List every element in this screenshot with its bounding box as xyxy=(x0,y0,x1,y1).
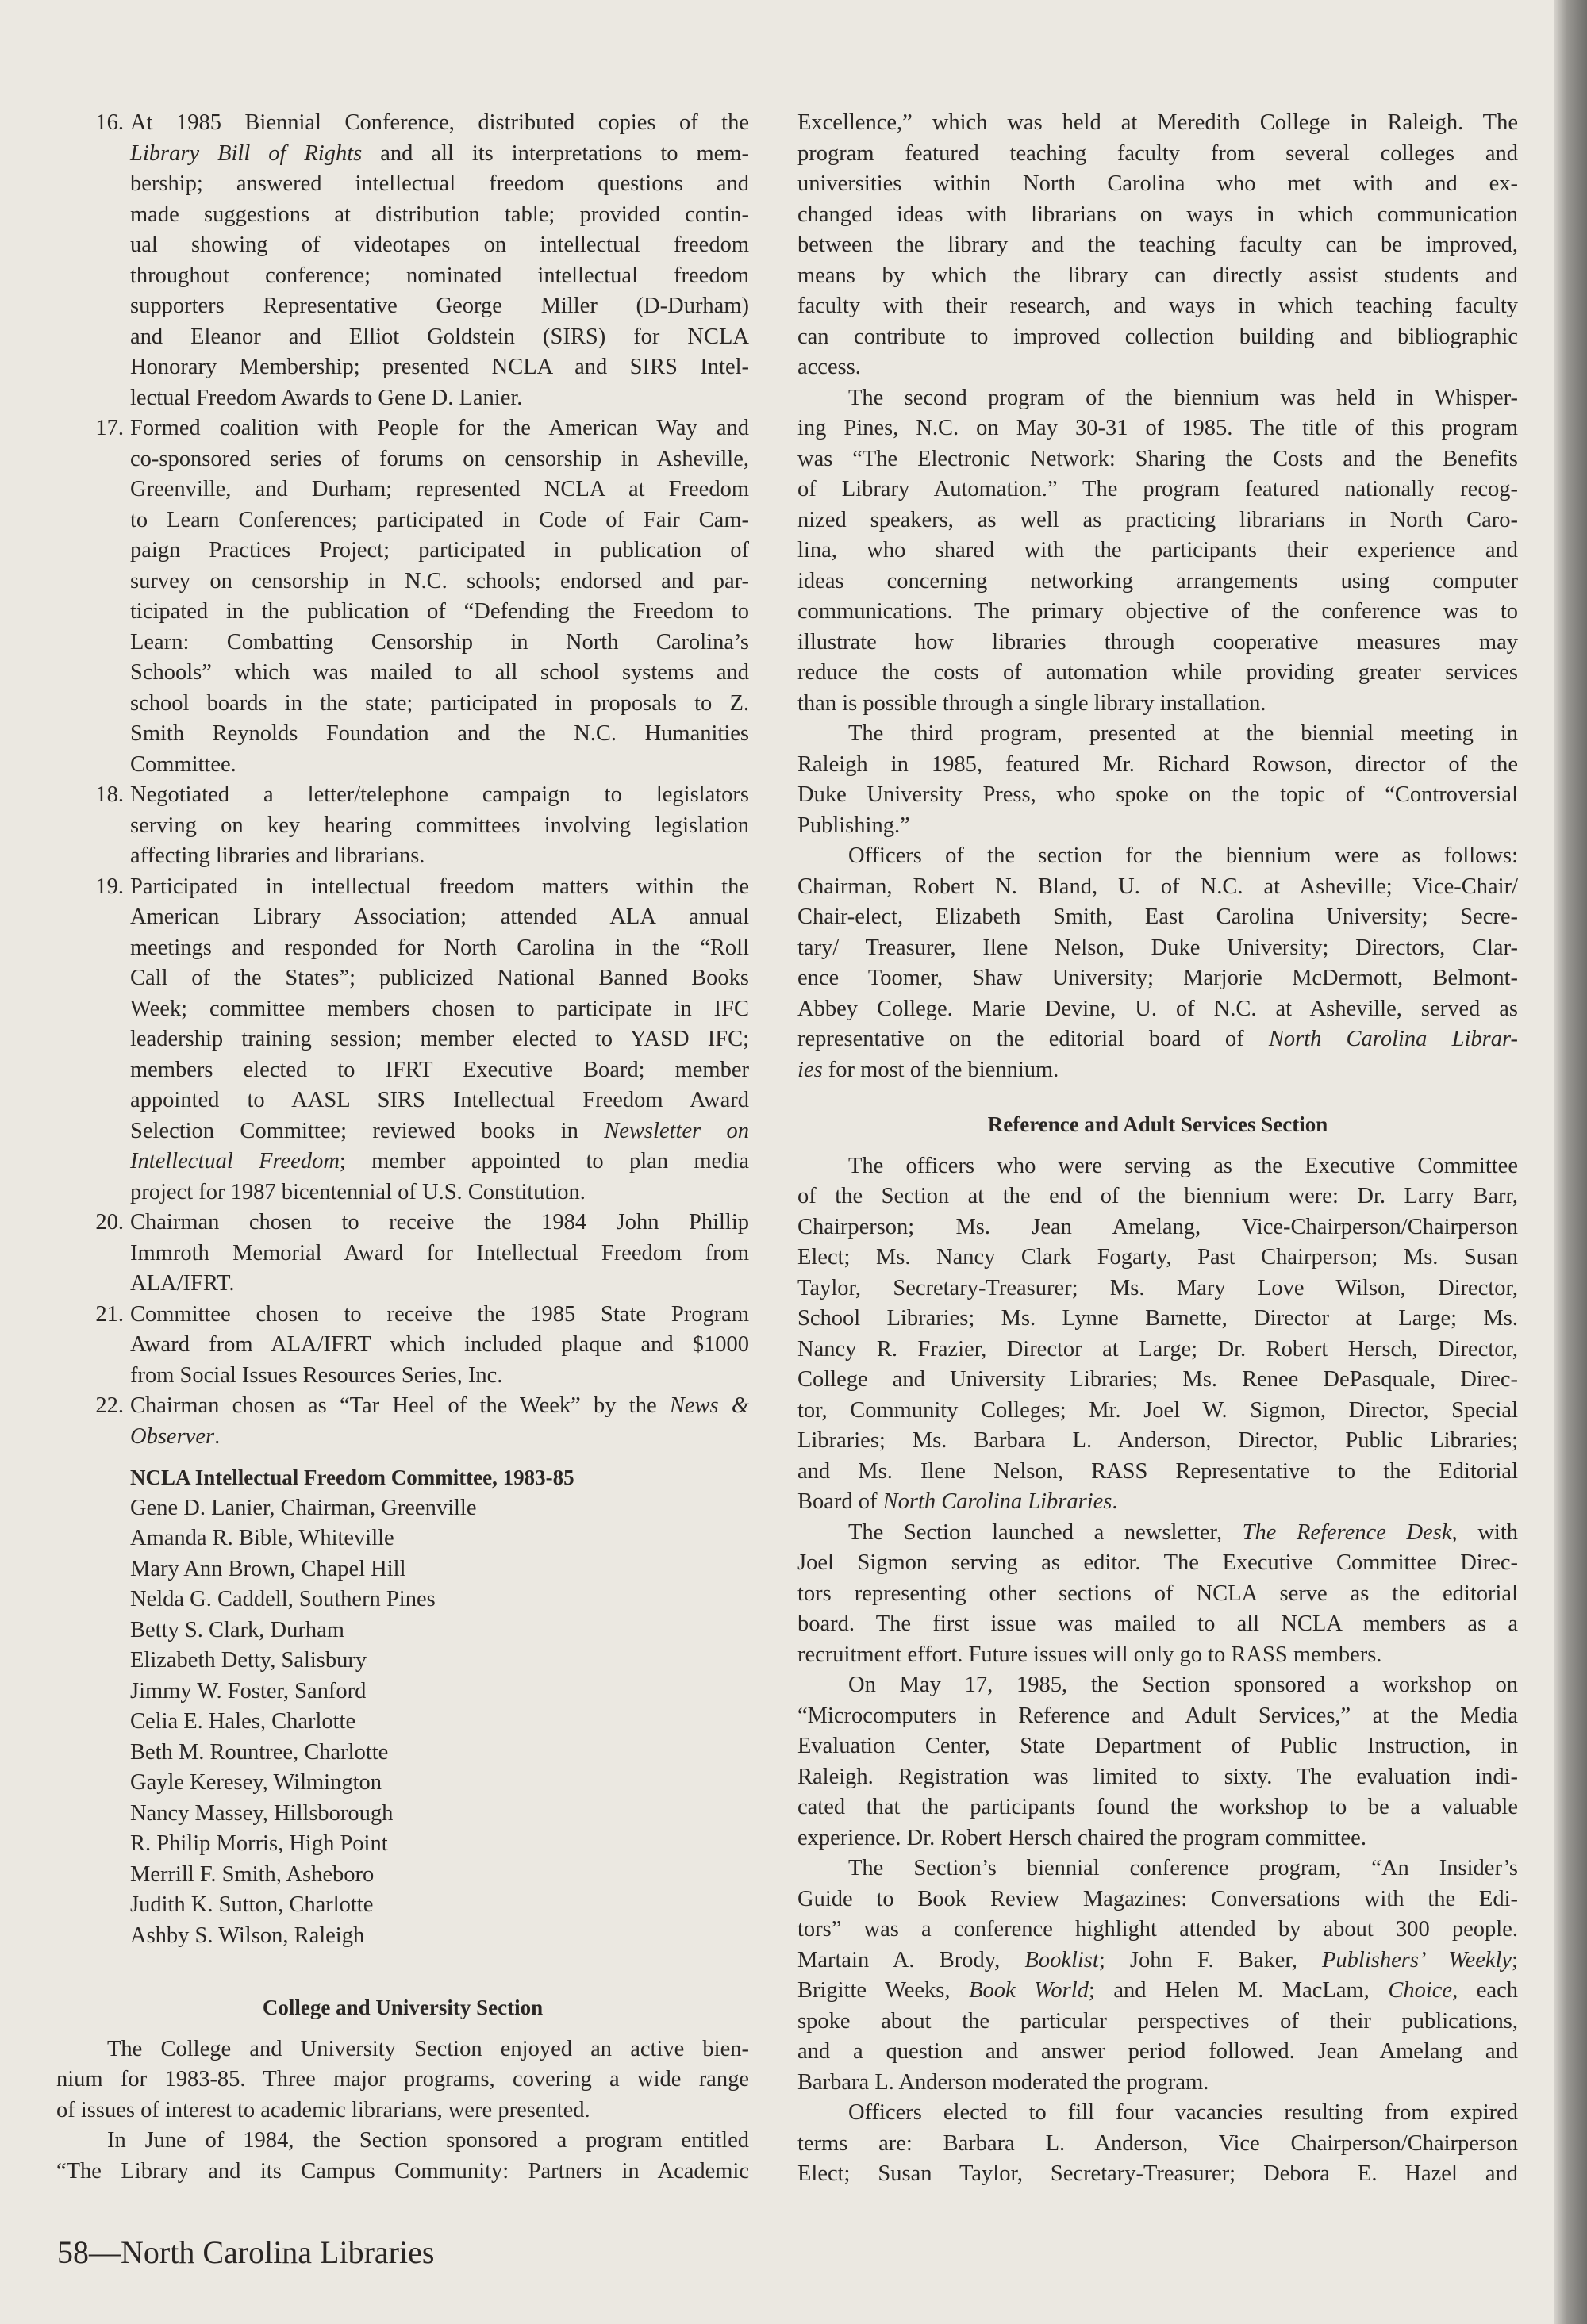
text-span: . xyxy=(214,1423,221,1449)
text-span: Selection Committee; reviewed books in xyxy=(130,1118,605,1143)
text-line: ence Toomer, Shaw University; Marjorie McDermott, Belmont- xyxy=(797,966,1518,990)
text-line: ALA/IFRT. xyxy=(130,1271,235,1296)
text-line: than is possible through a single library installation. xyxy=(797,690,1266,716)
text-line: Smith Reynolds Foundation and the N.C. Humanities xyxy=(130,721,749,746)
committee-member: Gayle Keresey, Wilmington xyxy=(130,1770,382,1795)
text-line: was “The Electronic Network: Sharing the Costs and the Benefits xyxy=(797,446,1518,471)
text-line: Guide to Book Review Magazines: Conversations with the Edi- xyxy=(797,1886,1518,1911)
text-line: At 1985 Biennial Conference, distributed copies of the xyxy=(130,110,749,135)
text-line xyxy=(130,139,749,170)
text-line: Immroth Memorial Award for Intellectual Freedom from xyxy=(130,1240,749,1266)
committee-member: Mary Ann Brown, Chapel Hill xyxy=(130,1556,406,1581)
paragraph xyxy=(797,1853,1518,2098)
text-line: On May 17, 1985, the Section sponsored a workshop on xyxy=(848,1673,1518,1697)
text-line xyxy=(130,1391,749,1422)
text-line: Schools” which was mailed to all school systems and xyxy=(130,660,749,685)
text-line: tors” was a conference highlight attended by about 300 people. xyxy=(797,1917,1518,1942)
text-line: The third program, presented at the biennial meeting in xyxy=(848,721,1518,746)
text-line: supporters Representative George Miller (D-Durham) xyxy=(130,294,749,318)
text-span: ; John F. Baker, xyxy=(1098,1947,1322,1973)
italic-title: North Carolina Librar- xyxy=(1268,1027,1518,1051)
paragraph xyxy=(797,383,1518,720)
college-section-heading: College and University Section xyxy=(262,1996,544,2019)
italic-title: The Reference Desk xyxy=(1242,1519,1452,1545)
text-line: faculty with their research, and ways in which teaching faculty xyxy=(797,294,1518,318)
text-line: tors representing other sections of NCLA serve as the editorial xyxy=(797,1581,1518,1606)
text-line: between the library and the teaching faculty can be improved, xyxy=(797,232,1518,257)
text-line: cated that the participants found the workshop to be a valuable xyxy=(797,1795,1518,1819)
text-line xyxy=(797,1518,1518,1549)
committee-member: Beth M. Rountree, Charlotte xyxy=(130,1739,389,1765)
italic-title: Intellectual Freedom xyxy=(130,1149,340,1174)
text-line: Nancy R. Frazier, Director at Large; Dr. Robert Hersch, Director, xyxy=(797,1336,1518,1362)
text-line: Officers of the section for the biennium were as follows: xyxy=(848,843,1518,868)
italic-title: Newsletter on xyxy=(604,1118,750,1143)
text-line: co-sponsored series of forums on censorship in Asheville, xyxy=(130,446,749,471)
text-line: program featured teaching faculty from several colleges and xyxy=(797,140,1518,166)
text-line: Honorary Membership; presented NCLA and SIRS Intel- xyxy=(130,355,749,379)
italic-title: Book World xyxy=(969,1978,1089,2003)
text-line: Raleigh. Registration was limited to sixty. The evaluation indi- xyxy=(797,1764,1518,1789)
text-line xyxy=(797,1055,1518,1086)
committee-member: R. Philip Morris, High Point xyxy=(130,1831,388,1856)
paragraph xyxy=(797,108,1518,383)
text-line xyxy=(797,1487,1518,1518)
text-span: ; member appointed to plan media xyxy=(339,1149,749,1174)
numbered-list-item xyxy=(56,108,749,413)
text-line xyxy=(130,1147,749,1177)
committee-member: Judith K. Sutton, Charlotte xyxy=(130,1892,374,1917)
text-line: American Library Association; attended ALA annual xyxy=(130,905,749,929)
committee-member: Merrill F. Smith, Asheboro xyxy=(130,1861,375,1887)
item-number: 20. xyxy=(95,1210,124,1235)
text-line: Evaluation Center, State Department of Public Instruction, in xyxy=(797,1734,1518,1758)
italic-title: North Carolina Libraries xyxy=(882,1489,1112,1514)
text-span: . xyxy=(1112,1489,1118,1514)
numbered-list-item xyxy=(56,1208,749,1300)
text-span: The Section launched a newsletter, xyxy=(848,1519,1243,1545)
text-line: of the Section at the end of the biennium were: Dr. Larry Barr, xyxy=(797,1184,1518,1208)
text-line: tor, Community Colleges; Mr. Joel W. Sigmon, Director, Special xyxy=(797,1397,1518,1423)
text-line: College and University Libraries; Ms. Renee DePasquale, Direc- xyxy=(797,1367,1518,1392)
text-line: Committee. xyxy=(130,751,236,777)
paragraph xyxy=(797,719,1518,841)
numbered-list-item xyxy=(56,413,749,780)
text-line: Call of the States”; publicized National Banned Books xyxy=(130,966,749,990)
page-footer-folio: 58—North Carolina Libraries xyxy=(57,2234,435,2270)
text-line: tary/ Treasurer, Ilene Nelson, Duke University; Directors, Clar- xyxy=(797,935,1518,960)
text-line: Raleigh in 1985, featured Mr. Richard Rowson, director of the xyxy=(797,751,1518,777)
text-line: of Library Automation.” The program featured nationally recog- xyxy=(797,477,1518,501)
text-line: appointed to AASL SIRS Intellectual Freedom Award xyxy=(130,1088,749,1112)
text-line: made suggestions at distribution table; provided contin- xyxy=(130,202,749,227)
text-line: board. The first issue was mailed to all NCLA members as a xyxy=(797,1611,1518,1636)
text-line: School Libraries; Ms. Lynne Barnette, Director at Large; Ms. xyxy=(797,1306,1518,1331)
italic-title: ies xyxy=(797,1057,823,1082)
text-span: ; xyxy=(1512,1947,1518,1973)
item-number: 17. xyxy=(95,416,124,440)
text-line: Taylor, Secretary-Treasurer; Ms. Mary Love Wilson, Director, xyxy=(797,1275,1518,1300)
committee-member: Nelda G. Caddell, Southern Pines xyxy=(130,1587,436,1611)
text-line: Libraries; Ms. Barbara L. Anderson, Director, Public Libraries; xyxy=(797,1428,1518,1453)
text-line: and a question and answer period followed. Jean Amelang and xyxy=(797,2039,1518,2064)
text-line: leadership training session; member elected to YASD IFC; xyxy=(130,1027,749,1051)
numbered-list-item xyxy=(56,1391,749,1452)
committee-block xyxy=(130,1462,749,1951)
text-span: Board of xyxy=(797,1489,883,1514)
text-line: Participated in intellectual freedom matters within the xyxy=(130,874,749,899)
text-line: The second program of the biennium was held in Whisper- xyxy=(848,385,1518,410)
text-line: changed ideas with librarians on ways in which communication xyxy=(797,202,1518,227)
text-line: Excellence,” which was held at Meredith College in Raleigh. The xyxy=(797,110,1518,135)
item-number: 19. xyxy=(95,874,124,899)
text-line: bership; answered intellectual freedom questions and xyxy=(130,171,749,196)
text-line: nized speakers, as well as practicing librarians in North Caro- xyxy=(797,507,1518,532)
text-line: “Microcomputers in Reference and Adult Services,” at the Media xyxy=(797,1703,1518,1728)
text-line: nium for 1983-85. Three major programs, covering a wide range xyxy=(56,2067,749,2092)
text-span: for most of the biennium. xyxy=(822,1057,1059,1082)
text-line: The College and University Section enjoyed an active bien- xyxy=(107,2036,749,2061)
text-line xyxy=(797,1024,1518,1055)
text-line: universities within North Carolina who met with and ex- xyxy=(797,171,1518,196)
committee-member: Amanda R. Bible, Whiteville xyxy=(130,1526,394,1550)
text-line: paign Practices Project; participated in publication of xyxy=(130,538,749,563)
numbered-list-item xyxy=(56,780,749,872)
text-line: reduce the costs of automation while providing greater services xyxy=(797,660,1518,685)
text-line: Chairman chosen to receive the 1984 John Phillip xyxy=(130,1210,749,1235)
text-line: ideas concerning networking arrangements using computer xyxy=(797,568,1518,593)
text-line: survey on censorship in N.C. schools; endorsed and par- xyxy=(130,568,749,593)
text-span: ; and Helen M. MacLam, xyxy=(1088,1978,1389,2003)
paragraph xyxy=(797,1518,1518,1671)
numbered-list-item xyxy=(56,872,749,1208)
italic-title: Library Bill of Rights xyxy=(130,140,363,166)
text-line: can contribute to improved collection building and bibliographic xyxy=(797,324,1518,349)
text-line: terms are: Barbara L. Anderson, Vice Chairperson/Chairperson xyxy=(797,2130,1518,2156)
text-line: and Ms. Ilene Nelson, RASS Representative to the Editorial xyxy=(797,1458,1518,1484)
text-line: and Eleanor and Elliot Goldstein (SIRS) for NCLA xyxy=(130,324,749,349)
text-span: , each xyxy=(1452,1978,1518,2003)
paragraph xyxy=(797,1670,1518,1853)
text-line: Publishing.” xyxy=(797,812,910,838)
text-line: affecting libraries and librarians. xyxy=(130,843,425,868)
italic-title: News & xyxy=(669,1393,749,1418)
committee-member: Jimmy W. Foster, Sanford xyxy=(130,1678,367,1704)
text-line: Abbey College. Marie Devine, U. of N.C. at Asheville, served as xyxy=(797,996,1518,1021)
text-line: Week; committee members chosen to participate in IFC xyxy=(130,996,749,1021)
text-line xyxy=(130,1422,749,1453)
committee-heading: NCLA Intellectual Freedom Committee, 1983-85 xyxy=(130,1465,574,1489)
college-section xyxy=(56,1992,749,2187)
committee-member: Ashby S. Wilson, Raleigh xyxy=(130,1923,365,1948)
text-line: ual showing of videotapes on intellectual freedom xyxy=(130,232,749,257)
text-line: Officers elected to fill four vacancies resulting from expired xyxy=(848,2100,1518,2125)
text-line xyxy=(797,1976,1518,2007)
item-number: 16. xyxy=(95,110,124,135)
text-line: Committee chosen to receive the 1985 State Program xyxy=(130,1301,749,1327)
text-line: Negotiated a letter/telephone campaign to legislators xyxy=(130,782,749,807)
text-line: lina, who shared with the participants their experience and xyxy=(797,538,1518,563)
text-line: communications. The primary objective of the conference was to xyxy=(797,599,1518,624)
committee-member: Betty S. Clark, Durham xyxy=(130,1617,344,1642)
left-column-numbered-list xyxy=(56,108,749,1452)
text-line: “The Library and its Campus Community: Partners in Academic xyxy=(56,2158,749,2184)
text-line: project for 1987 bicentennial of U.S. Constitution. xyxy=(130,1179,586,1204)
text-line: lectual Freedom Awards to Gene D. Lanier. xyxy=(130,385,523,410)
text-line: ing Pines, N.C. on May 30-31 of 1985. The title of this program xyxy=(797,416,1518,440)
item-number: 22. xyxy=(95,1393,124,1418)
text-line: Award from ALA/IFRT which included plaque and $1000 xyxy=(130,1332,749,1357)
text-line: Chairman, Robert N. Bland, U. of N.C. at Asheville; Vice-Chair/ xyxy=(797,874,1518,899)
text-span: Chairman chosen as “Tar Heel of the Week” by the xyxy=(130,1393,670,1418)
text-line: experience. Dr. Robert Hersch chaired the program committee. xyxy=(797,1825,1366,1850)
reference-section-heading: Reference and Adult Services Section xyxy=(987,1112,1328,1136)
text-line: of issues of interest to academic librarians, were presented. xyxy=(56,2097,590,2122)
committee-member: Celia E. Hales, Charlotte xyxy=(130,1709,356,1734)
text-line: to Learn Conferences; participated in Code of Fair Cam- xyxy=(130,507,749,532)
text-line: access. xyxy=(797,355,861,379)
text-line xyxy=(797,1946,1518,1976)
text-line: Chairperson; Ms. Jean Amelang, Vice-Chairperson/Chairperson xyxy=(797,1214,1518,1239)
text-line: Duke University Press, who spoke on the topic of “Controversial xyxy=(797,782,1518,807)
numbered-list-item xyxy=(56,1300,749,1392)
text-line: Elect; Susan Taylor, Secretary-Treasurer; Debora E. Hazel and xyxy=(797,2161,1518,2186)
text-line: The Section’s biennial conference program, “An Insider’s xyxy=(848,1856,1518,1880)
paragraph xyxy=(797,2098,1518,2190)
text-line: means by which the library can directly assist students and xyxy=(797,263,1518,288)
text-line: members elected to IFRT Executive Board; member xyxy=(130,1057,749,1082)
text-line: throughout conference; nominated intellectual freedom xyxy=(130,263,749,288)
item-number: 21. xyxy=(95,1301,124,1327)
text-span: Brigitte Weeks, xyxy=(797,1978,970,2003)
text-line: Joel Sigmon serving as editor. The Executive Committee Direc- xyxy=(797,1550,1518,1575)
text-line: Elect; Ms. Nancy Clark Fogarty, Past Chairperson; Ms. Susan xyxy=(797,1245,1518,1270)
text-line: The officers who were serving as the Executive Committee xyxy=(848,1153,1518,1178)
text-line: ticipated in the publication of “Defending the Freedom to xyxy=(130,599,749,624)
page-edge-shadow xyxy=(1554,0,1587,2324)
paragraph xyxy=(797,1151,1518,1518)
text-span: and all its interpretations to mem- xyxy=(362,140,749,166)
text-line: In June of 1984, the Section sponsored a program entitled xyxy=(107,2128,749,2153)
text-line: school boards in the state; participated in proposals to Z. xyxy=(130,690,749,716)
text-line: Greenville, and Durham; represented NCLA at Freedom xyxy=(130,477,749,501)
text-span: representative on the editorial board of xyxy=(797,1027,1269,1051)
italic-title: Observer xyxy=(130,1423,215,1449)
text-span: Martain A. Brody, xyxy=(797,1947,1025,1973)
text-line xyxy=(130,1116,749,1147)
committee-member: Elizabeth Detty, Salisbury xyxy=(130,1648,367,1673)
text-line: illustrate how libraries through cooperative measures may xyxy=(797,629,1518,655)
text-line: Learn: Combatting Censorship in North Carolina’s xyxy=(130,629,749,655)
text-line: Barbara L. Anderson moderated the program. xyxy=(797,2069,1209,2095)
paragraph xyxy=(56,2034,749,2126)
text-line: spoke about the particular perspectives of their publications, xyxy=(797,2008,1518,2034)
reference-section xyxy=(797,1109,1518,2190)
paragraph xyxy=(56,2126,749,2187)
committee-member: Gene D. Lanier, Chairman, Greenville xyxy=(130,1495,477,1520)
text-line: serving on key hearing committees involving legislation xyxy=(130,812,749,838)
text-line: from Social Issues Resources Series, Inc. xyxy=(130,1362,503,1388)
italic-title: Choice xyxy=(1388,1978,1453,2003)
text-line: Chair-elect, Elizabeth Smith, East Carolina University; Secre- xyxy=(797,905,1518,929)
text-line: meetings and responded for North Carolina in the “Roll xyxy=(130,935,749,960)
right-column-college-continued xyxy=(797,108,1518,1085)
italic-title: Booklist xyxy=(1024,1947,1099,1973)
paragraph xyxy=(797,841,1518,1085)
text-span: , with xyxy=(1451,1519,1518,1545)
text-line: Formed coalition with People for the American Way and xyxy=(130,416,749,440)
text-line: recruitment effort. Future issues will only go to RASS members. xyxy=(797,1642,1382,1667)
item-number: 18. xyxy=(95,782,124,807)
committee-member: Nancy Massey, Hillsborough xyxy=(130,1800,394,1826)
italic-title: Publishers’ Weekly xyxy=(1322,1947,1512,1973)
